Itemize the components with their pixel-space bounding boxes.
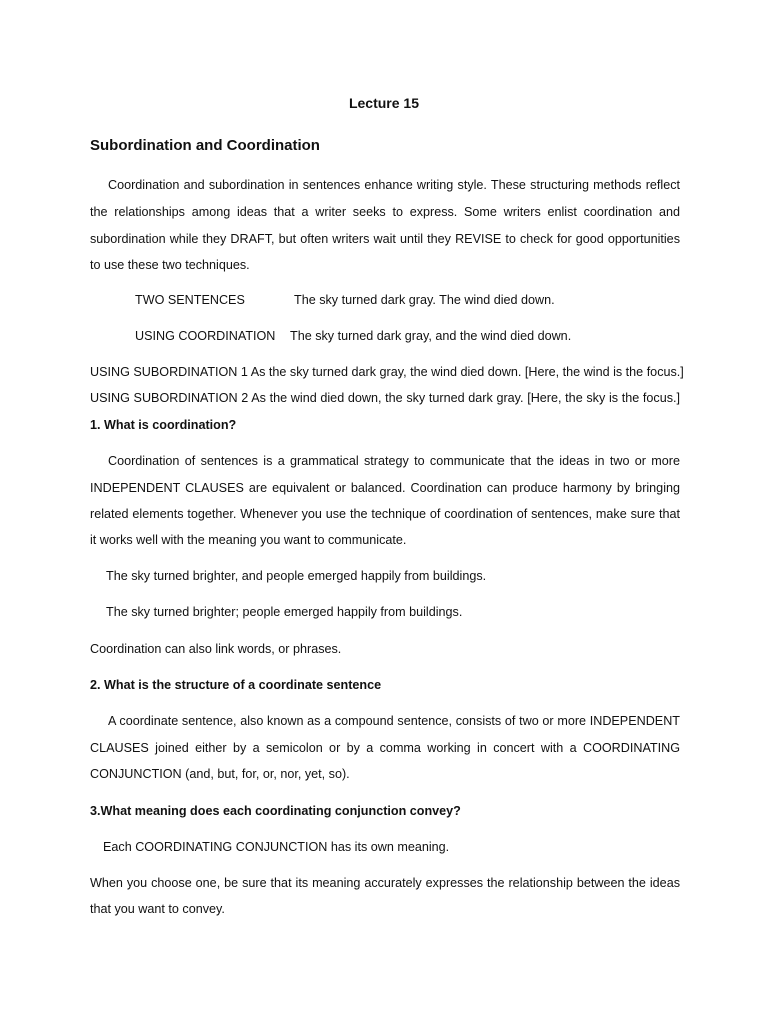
q2-line-1: A coordinate sentence, also known as a compound sentence, consists of two or more INDEPENDENT [108, 714, 680, 728]
section-heading: Subordination and Coordination [90, 137, 320, 154]
example-label-coordination: USING COORDINATION [135, 329, 276, 343]
intro-line-3: subordination while they DRAFT, but often writers wait until they REVISE to check for good opportunities [90, 232, 680, 246]
q1-line-4: it works well with the meaning you want to communicate. [90, 533, 407, 547]
question-2-heading: 2. What is the structure of a coordinate sentence [90, 678, 382, 692]
q3-paragraph-line-2: that you want to convey. [90, 902, 225, 916]
q2-line-3: CONJUNCTION (and, but, for, or, nor, yet, so). [90, 767, 350, 781]
q2-line-2: CLAUSES joined either by a semicolon or by a comma working in concert with a COORDINATING [90, 741, 680, 755]
intro-line-2: the relationships among ideas that a writer seeks to express. Some writers enlist coordination and [90, 205, 680, 219]
q1-note: Coordination can also link words, or phrases. [90, 642, 342, 656]
question-1-heading: 1. What is coordination? [90, 418, 237, 432]
question-3-heading: 3.What meaning does each coordinating conjunction convey? [90, 804, 461, 818]
subordination-line-2: USING SUBORDINATION 2 As the wind died down, the sky turned dark gray. [Here, the sky is the focus.] [90, 391, 680, 405]
intro-line-4: to use these two techniques. [90, 258, 250, 272]
intro-line-1: Coordination and subordination in sentences enhance writing style. These structuring methods reflect [108, 178, 680, 192]
q1-line-1: Coordination of sentences is a grammatical strategy to communicate that the ideas in two or more [108, 454, 680, 468]
example-text-coordination: The sky turned dark gray, and the wind died down. [290, 329, 572, 343]
example-label-two-sentences: TWO SENTENCES [135, 293, 245, 307]
q1-example-1: The sky turned brighter, and people emerged happily from buildings. [106, 569, 487, 583]
q3-line: Each COORDINATING CONJUNCTION has its own meaning. [103, 840, 450, 854]
subordination-line-1: USING SUBORDINATION 1 As the sky turned dark gray, the wind died down. [Here, the wind is the focus.] [90, 365, 684, 379]
q1-line-2: INDEPENDENT CLAUSES are equivalent or balanced. Coordination can produce harmony by bringing [90, 481, 680, 495]
example-text-two-sentences: The sky turned dark gray. The wind died down. [294, 293, 555, 307]
q1-line-3: related elements together. Whenever you use the technique of coordination of sentences, make sure that [90, 507, 680, 521]
lecture-title: Lecture 15 [348, 95, 420, 111]
q1-example-2: The sky turned brighter; people emerged happily from buildings. [106, 605, 463, 619]
q3-paragraph-line-1: When you choose one, be sure that its meaning accurately expresses the relationship between the ideas [90, 876, 680, 890]
